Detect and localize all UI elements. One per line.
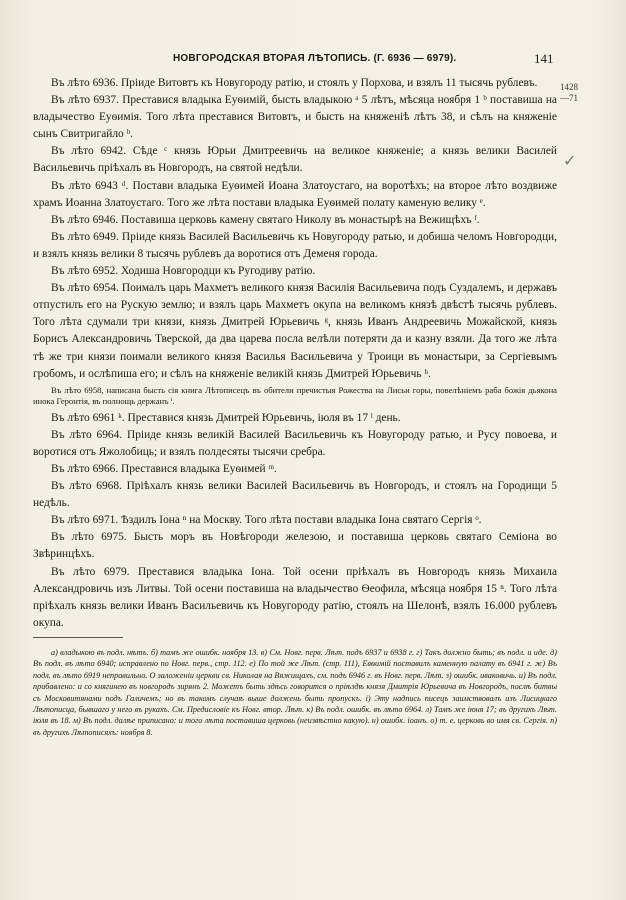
margin-year-note-end: —71	[560, 93, 578, 103]
chronicle-entry: Въ лѣто 6971. Ѣздилъ Iона ⁿ на Москву. Того лѣта постави владыка Iона святаго Сергiя ᵒ.	[51, 514, 482, 527]
chronicle-entry: Въ лѣто 6964. Прiиде князь великiй Василей Васильевичь къ Новугороду ратью, и Русу повоева, и воротися отъ Яжолобиць; и взялъ полдесяты тысячи сребра.	[33, 428, 557, 458]
chronicle-entry: Въ лѣто 6943 ᵈ. Постави владыка Еуѳимей Иоана Златоустаго, на воротѣхъ; на второе лѣто воздвиже храмъ Иоанна Златоустаго. Того же лѣта постави владыка Еуѳимей полату каменую велику ᵉ.	[33, 179, 557, 209]
running-title: НОВГОРОДСКАЯ ВТОРАЯ ЛѢТОПИСЬ. (Г. 6936 — 6979).	[173, 53, 457, 64]
pencil-check-icon: ✓	[563, 153, 577, 170]
chronicle-entry: Въ лѣто 6936. Прiиде Витовтъ къ Новугороду ратiю, и стоялъ у Порхова, и взялъ 11 тысячь рублевъ.	[51, 77, 538, 89]
footnote-paragraph: а) владыкою въ подл. нѣтъ. б) тамъ же ошибк. ноября 13. в) См. Новг. перв. Лѣт. подъ 6937 и 6938 г. г) Такъ должно быть; въ подл. и иде. д) Въ подл. въ лѣто 6940; исправлено по Новг. перв., стр. 112. е) По той же Лѣт. (стр. 111), Евѳимiй поставилъ каменную палату въ 6941 г. ж) Въ подл. въ лѣто 6919 неправильно. О заложенiи церкви св. Николая на Вяжищахъ, см. подъ 6946 г. въ Новг. перв. Лѣт. з) ошибк. иваковичь. и) Въ подл. прибавлено: и со княгинею въ новгородъ зирянъ 2. Можетъ быть здѣсь говорится о прiѣздѣ князя Дмитрiя Юрьевича въ Новгородъ, послѣ битвы съ Московитянами подъ Галичемъ; но въ такомъ случаѣ выше должень быть пропускъ. i) Эту надпись писецъ заимствовалъ изъ Лисицкаго Лѣтописца, бывшаго у него въ рукахъ. См. Предисловiе къ Новг. втор. Лѣт. к) Въ подл. ошибк. въ лѣто 6964. л) Тамъ же iюня 17; въ другихъ Лѣт. iюля въ 18. м) Въ подл. далѣе приписано: и того лѣта поставиша церковь (неизвѣстно какую). н) ошибк. iоанъ. о) т. е. церковь во имя св. Сергiя. п) въ другихъ Лѣтописяхъ: ноября 8.	[33, 648, 557, 737]
margin-year-note: 1428	[560, 82, 578, 92]
chronicle-entry: Въ лѣто 6961 ᵏ. Преставися князь Дмитрей Юрьевичь, iюля въ 17 ˡ день.	[51, 411, 401, 424]
footnote-rule	[33, 637, 123, 638]
chronicle-text	[33, 75, 557, 632]
chronicle-entry: Въ лѣто 6937. Преставися владыка Еуѳимiй, бысть владыкою ᵃ 5 лѣтъ, мѣсяца ноября 1 ᵇ поставиша на владычество Еуѳимiя. Того лѣта преставися Витовтъ, и бысть на княженiѣ лѣтъ 38, и сѣлъ на княженiе сынъ Свитригайло ᵇ.	[33, 94, 557, 141]
chronicle-entry: Въ лѣто 6968. Прiѣхалъ князь велики Василей Васильевичь въ Новгородъ, и стоялъ на Городищи 5 недѣль.	[33, 480, 557, 510]
footnotes	[33, 647, 557, 738]
chronicle-entry: Въ лѣто 6949. Прiиде князь Василей Васильевичь къ Новугороду ратью, и добиша челомъ Новгородци, и взялъ князь велики 8 тысячь рублевъ да воротися отъ Деменя города.	[33, 230, 557, 260]
chronicle-entry: Въ лѣто 6966. Преставися владыка Еуѳимей ᵐ.	[51, 462, 277, 475]
page-number: 141	[534, 51, 554, 66]
chronicle-entry: Въ лѣто 6952. Ходиша Новгородци къ Ругодиву ратiю.	[51, 265, 316, 278]
chronicle-entry: Въ лѣто 6942. Сѣде ᶜ князь Юрьи Дмитреевичь на великое княженiе; а князь велики Василей Васильевичь прiѣхалъ въ Новгородъ, на святой недѣли.	[33, 145, 557, 175]
inscription-note: Въ лѣто 6958, написана бысть сiя книга Лѣтописецъ въ обители пречистыя Рожества на Лисьи горы, повелѣнiемъ раба божiя дьякона инока Геронтiя, въ полнощь держанъ ⁱ.	[33, 384, 557, 406]
chronicle-entry: Въ лѣто 6975. Бысть моръ въ Новѣгороди железою, и поставиша церковь святаго Семiона во Звѣринцѣхъ.	[33, 531, 557, 561]
chronicle-entry: Въ лѣто 6946. Поставиша церковь камену святаго Николу въ монастырѣ на Вежищѣхъ ᶠ.	[51, 213, 480, 226]
page-header	[0, 51, 626, 71]
chronicle-entry: Въ лѣто 6954. Поималъ царь Махметъ великого князя Василiя Васильевича подъ Суздалемъ, и державъ отпустилъ его на Рускую землю; и взялъ царь Махметъ окупа на великомъ князѣ двѣстѣ тысячь рублевъ. Того лѣта сдумали три князи, князь Дмитрей Юрьевичь ᵍ, князь Иванъ Андреевичь Можайской, князь Борисъ Александровичь Тверской, да два царева посла велѣли потеряти да и казну взяли. Да того же лѣта тѣ же три князи поимали великого князя Василья Васильевича у Троици въ монастыри, за Сергiевымъ гробомъ, и ослѣпиша его; и сѣлъ на княженiе великiй князь Дмитрей Юрьевичь ʰ.	[33, 282, 557, 380]
chronicle-entry: Въ лѣто 6979. Преставися владыка Iона. Той осени прiѣхалъ въ Новгородъ князь Михаила Александровичь изъ Литвы. Той осени поставиша на владычество Ѳеофила, мѣсяца ноября 15 ⁿ. Того лѣта прiѣхалъ князь велики Иванъ Васильевичь къ Новугороду ратiю, стоялъ на Шелонѣ, взялъ 16.000 рублевъ окупа.	[33, 565, 557, 629]
